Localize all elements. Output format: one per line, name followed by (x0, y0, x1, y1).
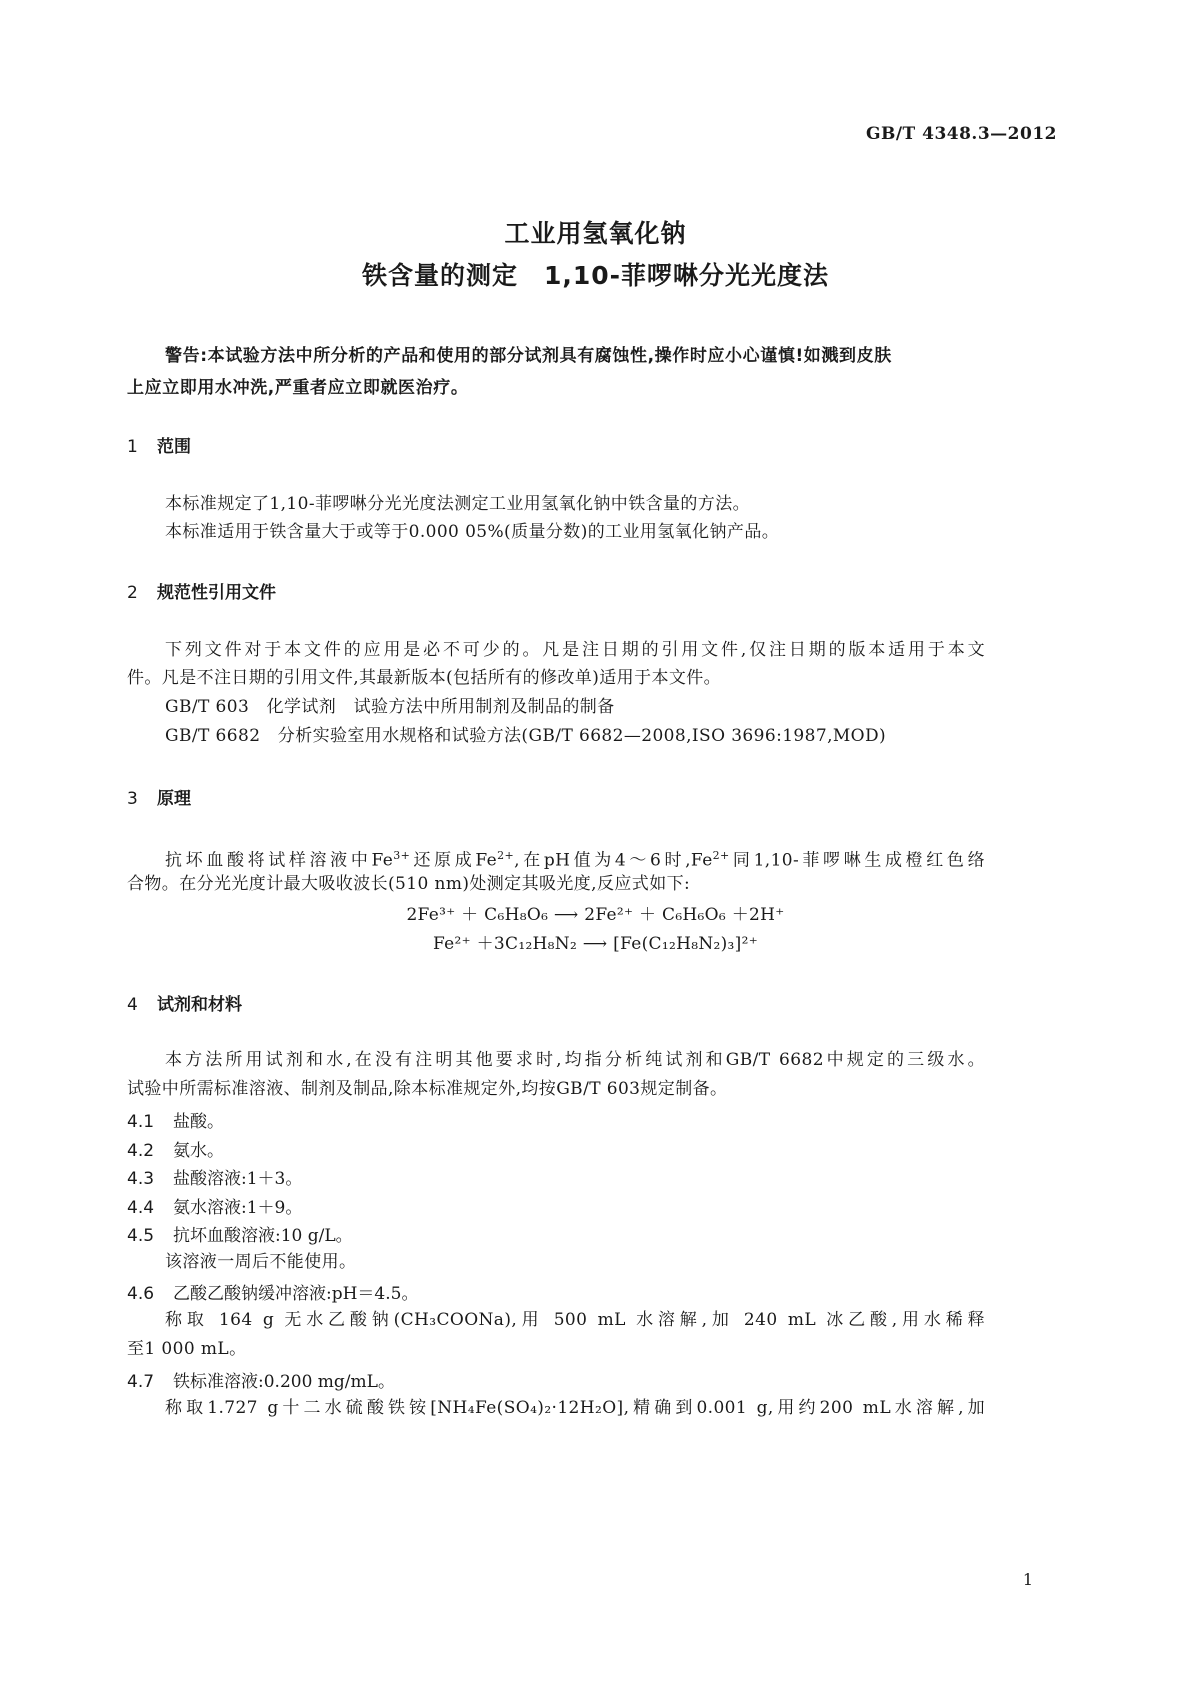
section-4-intro-line-2: 试验中所需标准溶液、制剂及制品,除本标准规定外,均按GB/T 603规定制备。 (127, 1079, 728, 1099)
item-text: 氨水。 (173, 1141, 224, 1161)
reaction-equation-2: Fe²⁺ ＋3C₁₂H₈N₂ ⟶ [Fe(C₁₂H₈N₂)₃]²⁺ (432, 934, 758, 954)
item-4-7 (127, 1367, 395, 1392)
item-number: 4.4 (127, 1198, 155, 1218)
section-title: 范围 (157, 437, 191, 457)
item-4-4 (127, 1193, 302, 1218)
item-number: 4.2 (127, 1141, 155, 1161)
text-run: 还原成Fe (410, 850, 498, 871)
item-4-6-line-1: 称取 164 g 无水乙酸钠(CH₃COONa),用 500 mL 水溶解,加 240 mL 冰乙酸,用水稀释 (165, 1310, 985, 1330)
item-4-7-line-1: 称取1.727 g十二水硫酸铁铵[NH₄Fe(SO₄)₂·12H₂O],精确到0.001 g,用约200 mL水溶解,加 (165, 1398, 985, 1418)
section-1-paragraph-2: 本标准适用于铁含量大于或等于0.000 05%(质量分数)的工业用氢氧化钠产品。 (165, 522, 780, 542)
warning-line-1: 警告:本试验方法中所分析的产品和使用的部分试剂具有腐蚀性,操作时应小心谨慎!如溅到皮肤 (165, 346, 892, 366)
title-line-2: 铁含量的测定 1,10-菲啰啉分光光度法 (361, 261, 830, 290)
superscript: 2+ (497, 849, 515, 862)
item-number: 4.1 (127, 1112, 155, 1132)
section-title: 规范性引用文件 (157, 583, 276, 603)
item-number: 4.3 (127, 1169, 155, 1189)
section-4-intro-line-1: 本方法所用试剂和水,在没有注明其他要求时,均指分析纯试剂和GB/T 6682中规定的三级水。 (165, 1050, 985, 1070)
superscript: 3+ (393, 849, 411, 862)
reference-gbt-603: GB/T 603 化学试剂 试验方法中所用制剂及制品的制备 (165, 697, 615, 717)
item-text: 抗坏血酸溶液:10 g/L。 (173, 1226, 353, 1246)
section-4-heading (127, 990, 242, 1015)
reference-gbt-6682: GB/T 6682 分析实验室用水规格和试验方法(GB/T 6682—2008,ISO 3696:1987,MOD) (165, 726, 887, 746)
item-text: 盐酸溶液:1＋3。 (173, 1169, 303, 1189)
section-number: 3 (127, 789, 138, 809)
warning-line-2: 上应立即用水冲洗,严重者应立即就医治疗。 (127, 378, 469, 398)
item-4-2 (127, 1136, 224, 1161)
item-text: 盐酸。 (173, 1112, 224, 1132)
section-title: 试剂和材料 (157, 995, 242, 1015)
item-number: 4.5 (127, 1226, 155, 1246)
item-4-3 (127, 1164, 302, 1189)
item-4-1 (127, 1107, 224, 1132)
section-2-paragraph-line-2: 件。凡是不注日期的引用文件,其最新版本(包括所有的修改单)适用于本文件。 (127, 668, 722, 688)
item-4-6 (127, 1279, 418, 1304)
section-2-paragraph-line-1: 下列文件对于本文件的应用是必不可少的。凡是注日期的引用文件,仅注日期的版本适用于本文 (165, 640, 985, 660)
section-3-heading (127, 784, 191, 809)
text-run: 抗坏血酸将试样溶液中Fe (165, 850, 394, 871)
item-text: 乙酸乙酸钠缓冲溶液:pH＝4.5。 (173, 1284, 419, 1304)
item-number: 4.7 (127, 1372, 155, 1392)
item-text: 铁标准溶液:0.200 mg/mL。 (173, 1372, 395, 1392)
page-number: 1 (1022, 1570, 1033, 1589)
section-number: 1 (127, 437, 138, 457)
document-code: GB/T 4348.3—2012 (865, 124, 1057, 144)
item-text: 氨水溶液:1＋9。 (173, 1198, 303, 1218)
text-run: ,在pH值为4～6时,Fe (514, 850, 713, 871)
item-number: 4.6 (127, 1284, 155, 1304)
reaction-equation-1: 2Fe³⁺ ＋ C₆H₈O₆ ⟶ 2Fe²⁺ ＋ C₆H₆O₆ ＋2H⁺ (406, 905, 785, 925)
item-4-5 (127, 1221, 353, 1246)
superscript: 2+ (712, 849, 730, 862)
section-number: 4 (127, 995, 138, 1015)
title-line-1: 工业用氢氧化钠 (504, 219, 687, 248)
section-1-paragraph-1: 本标准规定了1,10-菲啰啉分光光度法测定工业用氢氧化钠中铁含量的方法。 (165, 494, 750, 514)
item-4-6-line-2: 至1 000 mL。 (127, 1339, 247, 1359)
item-4-5-note: 该溶液一周后不能使用。 (165, 1252, 357, 1272)
section-2-heading (127, 578, 276, 603)
section-1-heading (127, 432, 191, 457)
section-number: 2 (127, 583, 138, 603)
section-title: 原理 (157, 789, 191, 809)
text-run: 同1,10-菲啰啉生成橙红色络 (729, 850, 985, 871)
section-3-paragraph-line-2: 合物。在分光光度计最大吸收波长(510 nm)处测定其吸光度,反应式如下: (127, 874, 691, 894)
